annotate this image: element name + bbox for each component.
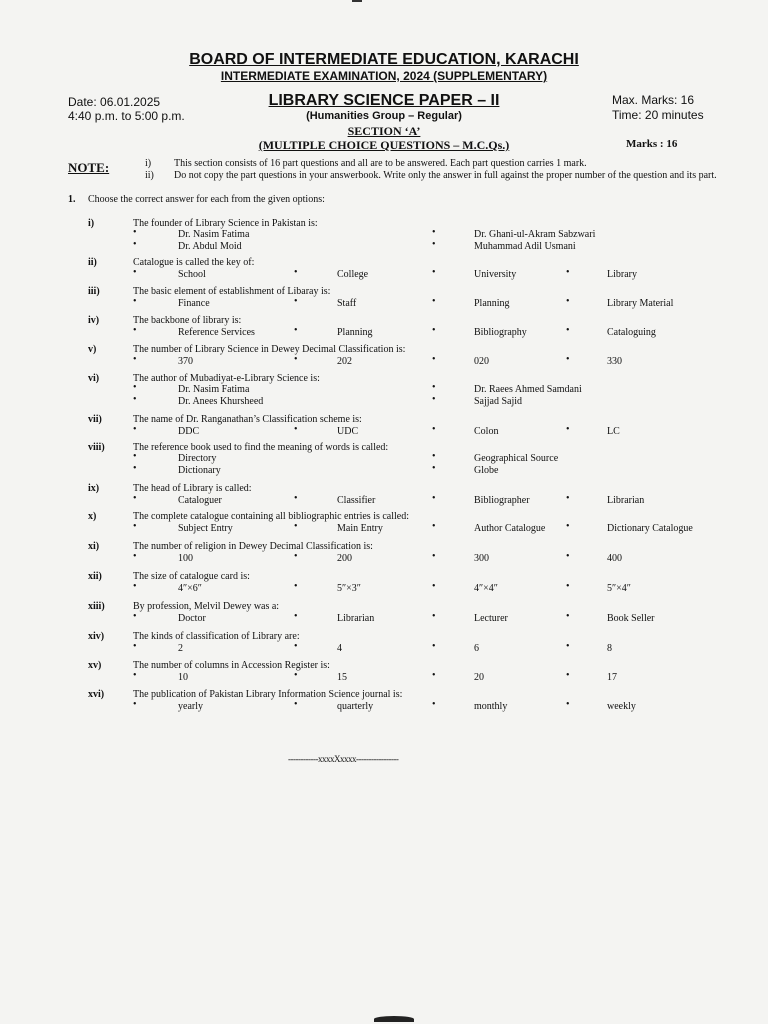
answer-option: Planning [474, 298, 510, 309]
exam-time-slot: 4:40 p.m. to 5:00 p.m. [68, 109, 185, 123]
question-part-number: xii) [88, 571, 102, 582]
answer-option: 202 [337, 356, 352, 367]
question-part-number: xv) [88, 660, 102, 671]
answer-option: 6 [474, 643, 479, 654]
answer-option: 4 [337, 643, 342, 654]
answer-option: Book Seller [607, 613, 655, 624]
question-text: By profession, Melvil Dewey was a: [133, 601, 280, 612]
answer-option: Dr. Raees Ahmed Samdani [474, 384, 582, 395]
option-bullet: • [566, 267, 570, 278]
answer-option: Lecturer [474, 613, 508, 624]
answer-option: 15 [337, 672, 347, 683]
option-bullet: • [133, 296, 137, 307]
answer-option: Librarian [607, 495, 645, 506]
option-bullet: • [432, 521, 436, 532]
option-bullet: • [432, 451, 436, 462]
scan-mark [352, 0, 362, 2]
option-bullet: • [432, 581, 436, 592]
answer-option: Classifier [337, 495, 376, 506]
answer-option: 8 [607, 643, 612, 654]
answer-option: Dictionary Catalogue [607, 523, 693, 534]
option-bullet: • [133, 670, 137, 681]
answer-option: Dr. Nasim Fatima [178, 229, 250, 240]
option-bullet: • [133, 325, 137, 336]
section-title: SECTION ‘A’ [347, 124, 421, 138]
option-bullet: • [294, 296, 298, 307]
option-bullet: • [566, 641, 570, 652]
option-bullet: • [133, 581, 137, 592]
option-bullet: • [133, 354, 137, 365]
answer-option: 20 [474, 672, 484, 683]
option-bullet: • [432, 382, 436, 393]
option-bullet: • [133, 239, 137, 250]
answer-option: Dr. Nasim Fatima [178, 384, 250, 395]
answer-option: 370 [178, 356, 193, 367]
option-bullet: • [432, 493, 436, 504]
paper-title: LIBRARY SCIENCE PAPER – II [268, 92, 500, 109]
answer-option: 5″×3″ [337, 583, 361, 594]
answer-option: Library Material [607, 298, 674, 309]
answer-option: UDC [337, 426, 359, 437]
note-number: ii) [145, 170, 154, 181]
time-allowed: Time: 20 minutes [612, 108, 704, 122]
answer-option: Staff [337, 298, 357, 309]
section-marks: Marks : 16 [626, 138, 678, 150]
answer-option: 4″×4″ [474, 583, 498, 594]
answer-option: Dr. Abdul Moid [178, 241, 242, 252]
question-part-number: i) [88, 218, 95, 229]
answer-option: School [178, 269, 206, 280]
answer-option: 200 [337, 553, 352, 564]
answer-option: 10 [178, 672, 188, 683]
answer-option: 400 [607, 553, 622, 564]
option-bullet: • [133, 699, 137, 710]
answer-option: Cataloguer [178, 495, 222, 506]
answer-option: College [337, 269, 369, 280]
question-part-number: ii) [88, 257, 97, 268]
option-bullet: • [432, 325, 436, 336]
answer-option: Sajjad Sajid [474, 396, 523, 407]
option-bullet: • [294, 641, 298, 652]
answer-option: 4″×6″ [178, 583, 202, 594]
question-instruction: Choose the correct answer for each from the given options: [88, 194, 325, 205]
question-part-number: iv) [88, 315, 100, 326]
answer-option: Dr. Anees Khursheed [178, 396, 264, 407]
max-marks: Max. Marks: 16 [612, 93, 695, 107]
option-bullet: • [133, 451, 137, 462]
exam-date: Date: 06.01.2025 [68, 95, 161, 109]
answer-option: weekly [607, 701, 636, 712]
answer-option: 330 [607, 356, 622, 367]
option-bullet: • [133, 424, 137, 435]
option-bullet: • [133, 394, 137, 405]
scan-mark [374, 1016, 414, 1022]
answer-option: Main Entry [337, 523, 383, 534]
question-part-number: ix) [88, 483, 100, 494]
question-text: The publication of Pakistan Library Information Science journal is: [133, 689, 403, 700]
note-label: NOTE: [68, 160, 110, 175]
option-bullet: • [432, 551, 436, 562]
option-bullet: • [133, 227, 137, 238]
question-text: The head of Library is called: [133, 483, 252, 494]
answer-option: Muhammad Adil Usmani [474, 241, 576, 252]
note-text: This section consists of 16 part questions and all are to be answered. Each part question carries 1 mark. [174, 158, 587, 169]
answer-option: Author Catalogue [474, 523, 546, 534]
option-bullet: • [566, 424, 570, 435]
answer-option: Planning [337, 327, 373, 338]
answer-option: 300 [474, 553, 489, 564]
option-bullet: • [294, 325, 298, 336]
answer-option: Doctor [178, 613, 206, 624]
question-text: The size of catalogue card is: [133, 571, 250, 582]
question-text: The founder of Library Science in Pakistan is: [133, 218, 318, 229]
option-bullet: • [432, 611, 436, 622]
option-bullet: • [566, 325, 570, 336]
question-part-number: vi) [88, 373, 100, 384]
question-part-number: xi) [88, 541, 100, 552]
question-part-number: xvi) [88, 689, 105, 700]
answer-option: Subject Entry [178, 523, 233, 534]
option-bullet: • [133, 551, 137, 562]
end-marker: ------------xxxxXxxxx----------------- [288, 754, 399, 764]
answer-option: Colon [474, 426, 499, 437]
answer-option: 100 [178, 553, 193, 564]
mcq-title: (MULTIPLE CHOICE QUESTIONS – M.C.Qs.) [258, 138, 510, 152]
answer-option: DDC [178, 426, 200, 437]
question-part-number: vii) [88, 414, 102, 425]
answer-option: Bibliography [474, 327, 527, 338]
question-part-number: xiii) [88, 601, 105, 612]
option-bullet: • [432, 227, 436, 238]
option-bullet: • [566, 521, 570, 532]
option-bullet: • [432, 239, 436, 250]
question-text: The complete catalogue containing all bibliographic entries is called: [133, 511, 410, 522]
question-part-number: viii) [88, 442, 105, 453]
question-text: The number of religion in Dewey Decimal Classification is: [133, 541, 373, 552]
paper-group: (Humanities Group – Regular) [306, 110, 462, 122]
question-text: The number of columns in Accession Register is: [133, 660, 330, 671]
question-number: 1. [68, 194, 76, 205]
option-bullet: • [294, 699, 298, 710]
question-text: The name of Dr. Ranganathan’s Classification scheme is: [133, 414, 362, 425]
option-bullet: • [432, 354, 436, 365]
question-text: The backbone of library is: [133, 315, 242, 326]
question-text: The number of Library Science in Dewey Decimal Classification is: [133, 344, 406, 355]
answer-option: quarterly [337, 701, 374, 712]
answer-option: University [474, 269, 517, 280]
question-part-number: v) [88, 344, 97, 355]
option-bullet: • [432, 699, 436, 710]
option-bullet: • [432, 463, 436, 474]
answer-option: Finance [178, 298, 210, 309]
answer-option: 020 [474, 356, 489, 367]
option-bullet: • [566, 296, 570, 307]
option-bullet: • [294, 611, 298, 622]
question-part-number: iii) [88, 286, 100, 297]
note-number: i) [145, 158, 152, 169]
option-bullet: • [566, 670, 570, 681]
option-bullet: • [566, 699, 570, 710]
answer-option: Dictionary [178, 465, 221, 476]
answer-option: Dr. Ghani-ul-Akram Sabzwari [474, 229, 596, 240]
note-text: Do not copy the part questions in your answerbook. Write only the answer in full against the proper number of the question and its part. [174, 170, 717, 181]
option-bullet: • [294, 670, 298, 681]
option-bullet: • [294, 424, 298, 435]
option-bullet: • [432, 394, 436, 405]
option-bullet: • [133, 463, 137, 474]
answer-option: LC [607, 426, 620, 437]
option-bullet: • [294, 354, 298, 365]
option-bullet: • [294, 521, 298, 532]
option-bullet: • [432, 296, 436, 307]
answer-option: 2 [178, 643, 183, 654]
option-bullet: • [133, 521, 137, 532]
exam-title: INTERMEDIATE EXAMINATION, 2024 (SUPPLEMENTARY) [220, 69, 548, 83]
option-bullet: • [294, 493, 298, 504]
answer-option: yearly [178, 701, 203, 712]
question-text: Catalogue is called the key of: [133, 257, 255, 268]
option-bullet: • [432, 424, 436, 435]
board-title: BOARD OF INTERMEDIATE EDUCATION, KARACHI [189, 51, 579, 68]
option-bullet: • [294, 551, 298, 562]
option-bullet: • [566, 551, 570, 562]
option-bullet: • [432, 641, 436, 652]
option-bullet: • [133, 641, 137, 652]
option-bullet: • [133, 493, 137, 504]
question-text: The author of Mubadiyat-e-Library Science is: [133, 373, 320, 384]
option-bullet: • [566, 493, 570, 504]
answer-option: Reference Services [178, 327, 255, 338]
question-text: The kinds of classification of Library are: [133, 631, 300, 642]
option-bullet: • [133, 382, 137, 393]
answer-option: Globe [474, 465, 499, 476]
option-bullet: • [566, 354, 570, 365]
option-bullet: • [432, 267, 436, 278]
answer-option: 5″×4″ [607, 583, 631, 594]
question-text: The basic element of establishment of Libaray is: [133, 286, 331, 297]
answer-option: Bibliographer [474, 495, 530, 506]
answer-option: Library [607, 269, 637, 280]
option-bullet: • [294, 267, 298, 278]
answer-option: Geographical Source [474, 453, 559, 464]
answer-option: Cataloguing [607, 327, 656, 338]
answer-option: monthly [474, 701, 508, 712]
answer-option: Librarian [337, 613, 375, 624]
question-part-number: xiv) [88, 631, 105, 642]
question-part-number: x) [88, 511, 97, 522]
option-bullet: • [432, 670, 436, 681]
option-bullet: • [566, 611, 570, 622]
answer-option: Directory [178, 453, 217, 464]
option-bullet: • [294, 581, 298, 592]
question-text: The reference book used to find the meaning of words is called: [133, 442, 389, 453]
option-bullet: • [133, 611, 137, 622]
option-bullet: • [133, 267, 137, 278]
answer-option: 17 [607, 672, 617, 683]
option-bullet: • [566, 581, 570, 592]
